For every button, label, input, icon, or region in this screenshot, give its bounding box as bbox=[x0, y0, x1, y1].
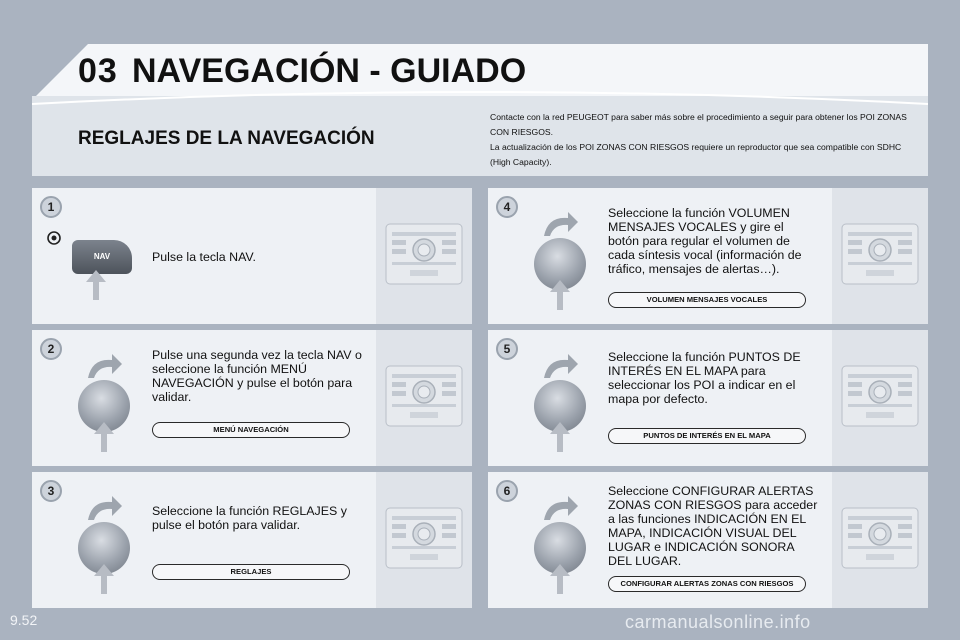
step-number-badge: 2 bbox=[40, 338, 62, 360]
press-arrow-icon bbox=[94, 422, 114, 452]
rotate-arrow-icon bbox=[540, 352, 580, 380]
section-title: REGLAJES DE LA NAVEGACIÓN bbox=[78, 128, 375, 149]
radio-unit-icon bbox=[840, 222, 920, 286]
step-panel-3 bbox=[32, 472, 472, 608]
step-number-badge: 6 bbox=[496, 480, 518, 502]
function-label: CONFIGURAR ALERTAS ZONAS CON RIESGOS bbox=[608, 576, 806, 592]
step-instruction: Pulse una segunda vez la tecla NAV o seleccione la función MENÚ NAVEGACIÓN y pulse el botón para validar. bbox=[152, 348, 362, 404]
step-panel-4 bbox=[488, 188, 928, 324]
radio-unit-icon bbox=[384, 506, 464, 570]
radio-unit-icon bbox=[840, 506, 920, 570]
rotate-arrow-icon bbox=[84, 494, 124, 522]
step-panel-1 bbox=[32, 188, 472, 324]
watermark: carmanualsonline.info bbox=[625, 612, 811, 632]
step-panel-6 bbox=[488, 472, 928, 608]
step-panel-2 bbox=[32, 330, 472, 466]
radio-unit-icon bbox=[384, 364, 464, 428]
step-instruction: Seleccione la función PUNTOS DE INTERÉS EN EL MAPA para seleccionar los POI a indicar en el mapa por defecto. bbox=[608, 350, 801, 406]
rotate-arrow-icon bbox=[540, 494, 580, 522]
step-instruction: Seleccione CONFIGURAR ALERTAS ZONAS CON RIESGOS para acceder a las funciones INDICACIÓN EN EL MAPA, INDICACIÓN VISUAL DEL LUGAR e INDICACIÓN SONORA DEL LUGAR. bbox=[608, 484, 818, 568]
radio-image-cell bbox=[832, 330, 928, 466]
function-label: PUNTOS DE INTERÉS EN EL MAPA bbox=[608, 428, 806, 444]
page-number: 9.52 bbox=[10, 612, 38, 628]
function-label: MENÚ NAVEGACIÓN bbox=[152, 422, 350, 438]
step-number-badge: 5 bbox=[496, 338, 518, 360]
function-label: REGLAJES bbox=[152, 564, 350, 580]
rotate-arrow-icon bbox=[84, 352, 124, 380]
press-arrow-icon bbox=[550, 564, 570, 594]
chapter-title: NAVEGACIÓN - GUIADO bbox=[132, 52, 527, 90]
info-line-2: La actualización de los POI ZONAS CON RIESGOS requiere un reproductor que sea compatible con SDHC (High Capacity). bbox=[490, 142, 902, 167]
nav-key-label: NAV bbox=[93, 252, 111, 261]
press-arrow-icon bbox=[550, 280, 570, 310]
press-arrow-icon bbox=[94, 564, 114, 594]
press-arrow-icon bbox=[86, 270, 106, 300]
step-number-badge: 4 bbox=[496, 196, 518, 218]
press-icon bbox=[46, 230, 62, 246]
chapter-number: 03 bbox=[78, 52, 118, 90]
step-panel-5 bbox=[488, 330, 928, 466]
info-line-1: Contacte con la red PEUGEOT para saber más sobre el procedimiento a seguir para obtener los POI ZONAS CON RIESGOS. bbox=[490, 112, 907, 137]
step-instruction: Seleccione la función REGLAJES y pulse el botón para validar. bbox=[152, 504, 347, 532]
function-label: VOLUMEN MENSAJES VOCALES bbox=[608, 292, 806, 308]
radio-image-cell bbox=[376, 188, 472, 324]
radio-image-cell bbox=[832, 472, 928, 608]
step-number-badge: 1 bbox=[40, 196, 62, 218]
radio-image-cell bbox=[376, 472, 472, 608]
radio-image-cell bbox=[832, 188, 928, 324]
radio-image-cell bbox=[376, 330, 472, 466]
info-note bbox=[490, 110, 920, 170]
step-number-badge: 3 bbox=[40, 480, 62, 502]
radio-unit-icon bbox=[840, 364, 920, 428]
step-instruction: Pulse la tecla NAV. bbox=[152, 250, 256, 264]
rotate-arrow-icon bbox=[540, 210, 580, 238]
press-arrow-icon bbox=[550, 422, 570, 452]
radio-unit-icon bbox=[384, 222, 464, 286]
nav-key bbox=[72, 240, 132, 274]
step-instruction: Seleccione la función VOLUMEN MENSAJES VOCALES y gire el botón para regular el volumen de cada síntesis vocal (información de tráfico, mensajes de alertas…). bbox=[608, 206, 802, 276]
